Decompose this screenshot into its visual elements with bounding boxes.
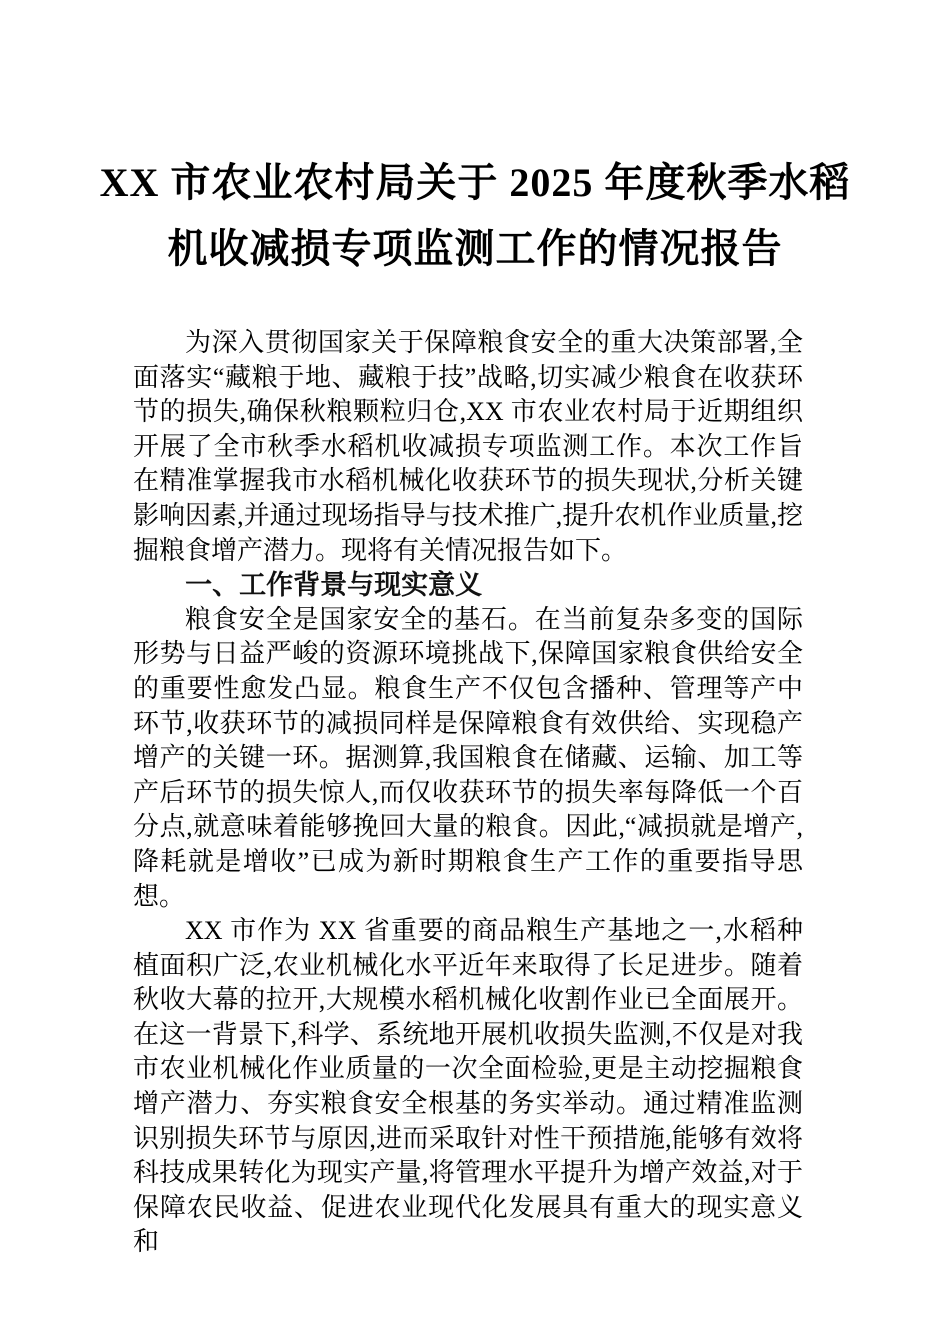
paragraph-intro: 为深入贯彻国家关于保障粮食安全的重大决策部署,全面落实“藏粮于地、藏粮于技”战略,切实减少粮食在收获环节的损失,确保秋粮颗粒归仓,XX 市农业农村局于近期组织开展了全市秋季水稻机收减损专项监测工作。本次工作旨在精准掌握我市水稻机械化收获环节的损失现状,分析关键影响因素,并通过现场指导与技术推广,提升农机作业质量,挖掘粮食增产潜力。现将有关情况报告如下。 — [133, 328, 803, 565]
paragraph-section1-background: 粮食安全是国家安全的基石。在当前复杂多变的国际形势与日益严峻的资源环境挑战下,保障国家粮食供给安全的重要性愈发凸显。粮食生产不仅包含播种、管理等产中环节,收获环节的减损同样是保障粮食有效供给、实现稳产增产的关键一环。据测算,我国粮食在储藏、运输、加工等产后环节的损失惊人,而仅收获环节的损失率每降低一个百分点,就意味着能够挽回大量的粮食。因此,“减损就是增产,降耗就是增收”已成为新时期粮食生产工作的重要指导思想。 — [133, 604, 803, 911]
title-line-2: 机收减损专项监测工作的情况报告 — [167, 226, 783, 271]
document-title — [0, 0, 950, 282]
section-1-heading: 一、工作背景与现实意义 — [185, 570, 483, 601]
document-body — [133, 326, 803, 1260]
title-line-1: XX 市农业农村局关于 2025 年度秋季水稻 — [99, 160, 851, 205]
paragraph-section1-significance: XX 市作为 XX 省重要的商品粮生产基地之一,水稻种植面积广泛,农业机械化水平近年来取得了长足进步。随着秋收大幕的拉开,大规模水稻机械化收割作业已全面展开。在这一背景下,科学、系统地开展机收损失监测,不仅是对我市农业机械化作业质量的一次全面检验,更是主动挖掘粮食增产潜力、夯实粮食安全根基的务实举动。通过精准监测识别损失环节与原因,进而采取针对性干预措施,能够有效将科技成果转化为现实产量,将管理水平提升为增产效益,对于保障农民收益、促进农业现代化发展具有重大的现实意义和 — [133, 916, 803, 1257]
